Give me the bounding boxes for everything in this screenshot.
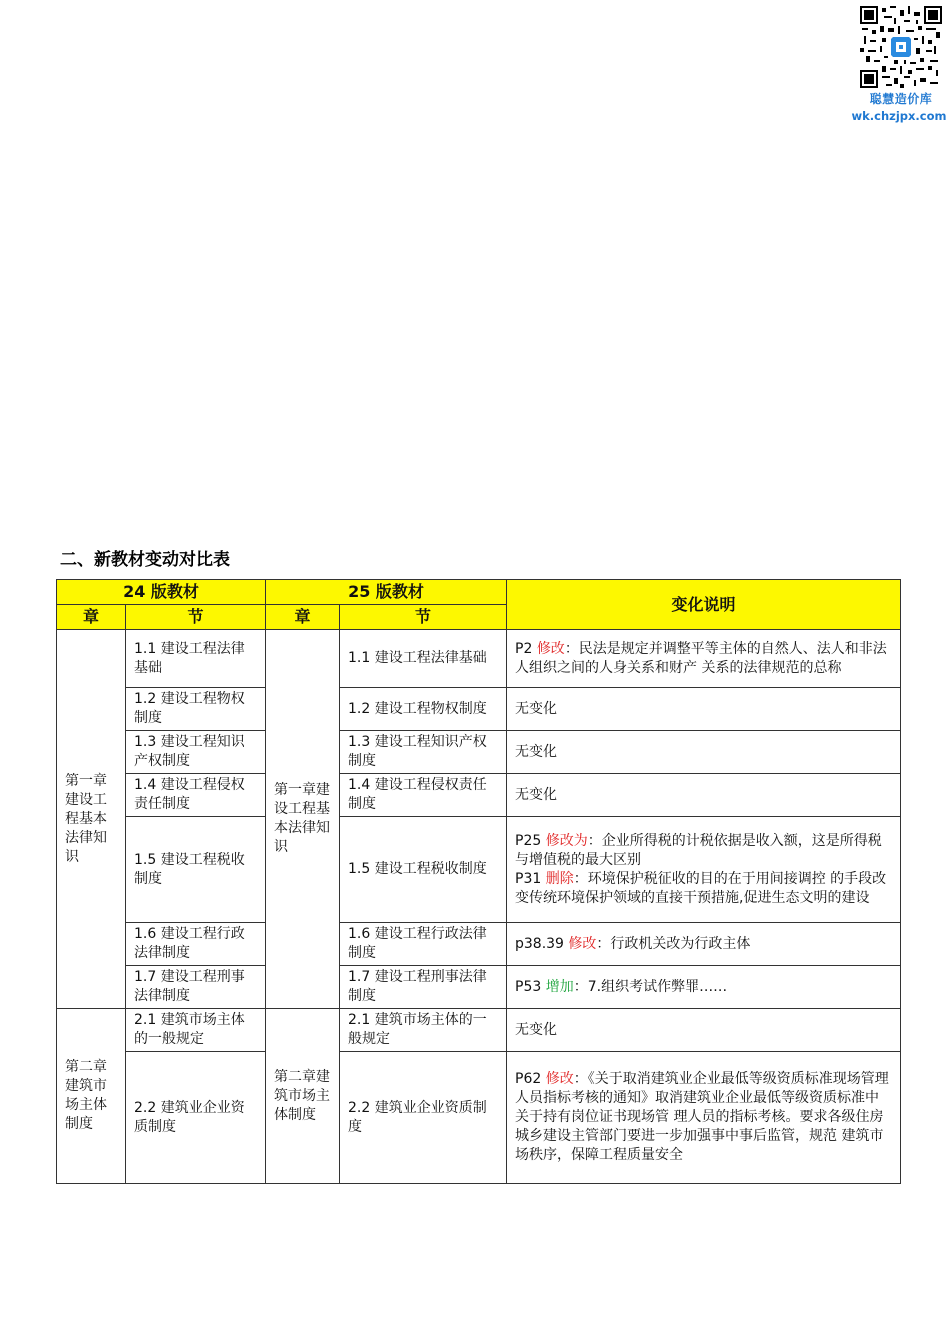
page-ref: p38.39: [515, 935, 569, 952]
section-25: 1.3 建设工程知识产权制度: [340, 731, 507, 774]
change-type-modify: 修改: [536, 640, 565, 657]
change-type-delete: 删除: [545, 870, 574, 887]
change-detail: ：企业所得税的计税依据是收入额，这是所得税与增值税的最大区别: [515, 832, 882, 868]
header-v24: 24 版教材: [57, 580, 266, 605]
page-ref: P2: [515, 640, 537, 657]
header-section-24: 节: [126, 605, 266, 630]
header-row-1: [57, 580, 901, 605]
change-description: [507, 630, 901, 688]
brand-url: wk.chzjpx.com: [851, 109, 947, 123]
change-type-modify: 修改: [568, 935, 597, 952]
section-24: 1.7 建设工程刑事法律制度: [126, 966, 266, 1009]
change-description: 无变化: [507, 774, 901, 817]
section-24: 1.3 建设工程知识产权制度: [126, 731, 266, 774]
change-type-add: 增加: [545, 978, 574, 995]
section-25: 1.4 建设工程侵权责任制度: [340, 774, 507, 817]
section-24: 1.1 建设工程法律基础: [126, 630, 266, 688]
page-ref: P31: [515, 870, 546, 887]
change-type-modify: 修改: [545, 1071, 574, 1087]
section-24: 2.2 建筑业企业资质制度: [126, 1052, 266, 1184]
change-description: 无变化: [507, 688, 901, 731]
table-row: [57, 923, 901, 966]
page-ref: P25: [515, 832, 546, 849]
change-type-modify-to: 修改为: [545, 832, 588, 849]
section-25: 1.6 建设工程行政法律制度: [340, 923, 507, 966]
chapter-1-25: 第一章建设工程基本法律知识: [266, 630, 340, 1009]
section-25: 1.2 建设工程物权制度: [340, 688, 507, 731]
header-chapter-24: 章: [57, 605, 126, 630]
header-change: 变化说明: [507, 580, 901, 630]
chapter-1-24: 第一章建设工程基本法律知识: [57, 630, 126, 1009]
change-description: 无变化: [507, 731, 901, 774]
change-description: 无变化: [507, 1009, 901, 1052]
page-ref: P53: [515, 978, 546, 995]
chapter-2-24: 第二章建筑市场主体制度: [57, 1009, 126, 1184]
change-detail: ：行政机关改为行政主体: [596, 935, 751, 952]
change-description: [507, 1052, 901, 1184]
header-v25: 25 版教材: [266, 580, 507, 605]
section-24: 1.4 建设工程侵权责任制度: [126, 774, 266, 817]
table-row: [57, 731, 901, 774]
table-row: [57, 1052, 901, 1184]
section-25: 1.5 建设工程税收制度: [340, 817, 507, 923]
chapter-2-25: 第二章建筑市场主体制度: [266, 1009, 340, 1184]
change-description: [507, 923, 901, 966]
change-detail: ：7.组织考试作弊罪……: [573, 978, 728, 995]
section-25: 2.2 建筑业企业资质制度: [340, 1052, 507, 1184]
section-24: 1.5 建设工程税收制度: [126, 817, 266, 923]
qr-code-image: [860, 6, 942, 88]
section-24: 1.6 建设工程行政法律制度: [126, 923, 266, 966]
table-row: [57, 774, 901, 817]
change-detail: ：环境保护税征收的目的在于用间接调控 的手段改变传统环境保护领域的直接干预措施,促进生态文明的建设: [515, 870, 887, 906]
brand-name: 聪慧造价库: [869, 92, 933, 106]
table-row: [57, 817, 901, 923]
comparison-table: [56, 579, 901, 1184]
section-25: 1.7 建设工程刑事法律制度: [340, 966, 507, 1009]
table-row: [57, 1009, 901, 1052]
change-description: [507, 966, 901, 1009]
page-ref: P62: [515, 1071, 546, 1087]
header-section-25: 节: [340, 605, 507, 630]
header-chapter-25: 章: [266, 605, 340, 630]
table-row: [57, 688, 901, 731]
section-24: 1.2 建设工程物权制度: [126, 688, 266, 731]
change-description: [507, 817, 901, 923]
change-detail: ：民法是规定并调整平等主体的自然人、法人和非法人组织之间的人身关系和财产 关系的法律规范的总称: [515, 640, 887, 676]
change-detail: ：《关于取消建筑业企业最低等级资质标准现场管理人员指标考核的通知》取消建筑业企业最低等级资质标准中关于持有岗位证书现场管 理人员的指标考核。要求各级住房城乡建设主管部门要进一步加强事中事后监管，规范 建筑市场秩序，保障工程质量安全: [515, 1071, 889, 1163]
section-25: 1.1 建设工程法律基础: [340, 630, 507, 688]
section-25: 2.1 建筑市场主体的一般规定: [340, 1009, 507, 1052]
table-row: [57, 966, 901, 1009]
table-row: [57, 630, 901, 688]
section-title: 二、新教材变动对比表: [60, 550, 230, 570]
section-24: 2.1 建筑市场主体的一般规定: [126, 1009, 266, 1052]
